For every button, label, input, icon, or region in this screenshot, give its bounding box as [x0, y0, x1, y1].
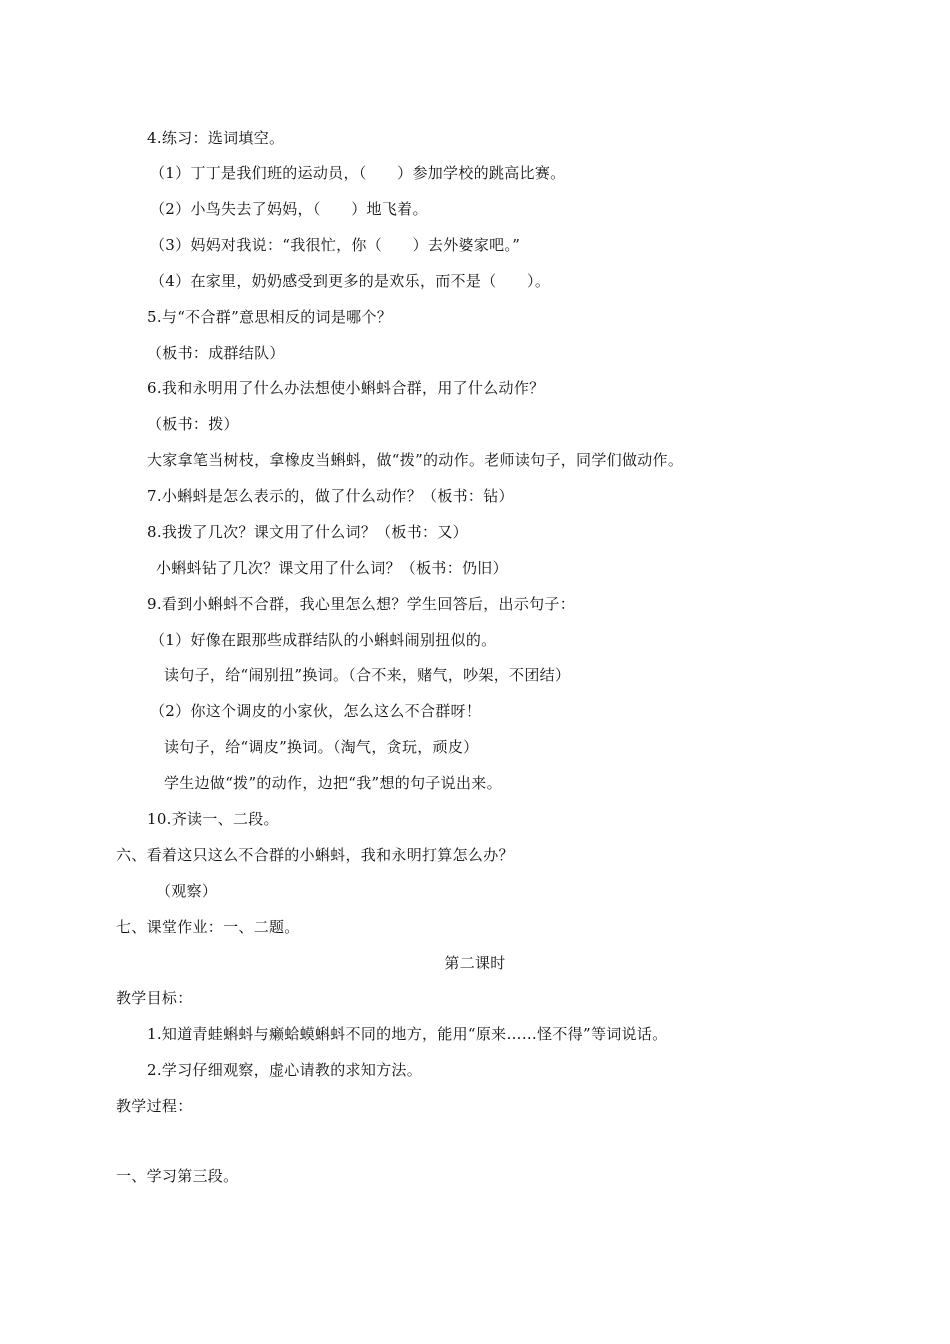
- lesson-2-title: 第二课时: [444, 954, 506, 972]
- question-6: 6.我和永明用了什么办法想使小蝌蚪合群，用了什么动作？: [147, 379, 545, 397]
- sentence-2: （2）你这个调皮的小家伙，怎么这么不合群呀！: [150, 702, 482, 720]
- exercise-4-item-1: （1）丁丁是我们班的运动员，（ ）参加学校的跳高比赛。: [150, 164, 566, 182]
- exercise-4-item-2: （2）小鸟失去了妈妈，（ ）地飞着。: [150, 200, 428, 218]
- question-7: 7.小蝌蚪是怎么表示的，做了什么动作？（板书：钻）: [147, 487, 514, 505]
- sentence-2-task: 读句子，给“调皮”换词。（淘气，贪玩，顽皮）: [164, 738, 479, 756]
- section-1-heading: 一、学习第三段。: [116, 1167, 239, 1185]
- question-9: 9.看到小蝌蚪不合群，我心里怎么想？学生回答后，出示句子：: [147, 595, 576, 613]
- activity-note: 大家拿笔当树枝，拿橡皮当蝌蚪，做“拨”的动作。老师读句子，同学们做动作。: [147, 451, 684, 469]
- question-8: 8.我拨了几次？课文用了什么词？（板书：又）: [147, 523, 468, 541]
- teaching-goals-heading: 教学目标：: [116, 989, 193, 1007]
- board-note-2: （板书：拨）: [147, 415, 239, 433]
- teaching-process-heading: 教学过程：: [116, 1097, 193, 1115]
- sentence-1-task: 读句子，给“闹别扭”换词。（合不来，赌气，吵架，不团结）: [164, 666, 571, 684]
- sentence-1: （1）好像在跟那些成群结队的小蝌蚪闹别扭似的。: [150, 631, 497, 649]
- goal-1: 1.知道青蛙蝌蚪与癞蛤蟆蝌蚪不同的地方，能用“原来……怪不得”等词说话。: [147, 1025, 668, 1043]
- goal-2: 2.学习仔细观察，虚心请教的求知方法。: [147, 1061, 423, 1079]
- exercise-4-heading: 4.练习：选词填空。: [147, 129, 285, 147]
- board-note-1: （板书：成群结队）: [147, 344, 285, 362]
- question-5: 5.与“不合群”意思相反的词是哪个？: [147, 308, 393, 326]
- section-6-heading: 六、看着这只这么不合群的小蝌蚪，我和永明打算怎么办？: [116, 846, 514, 864]
- exercise-4-item-4: （4）在家里，奶奶感受到更多的是欢乐，而不是（ ）。: [150, 272, 551, 290]
- observe-note: （观察）: [156, 882, 218, 900]
- section-7-heading: 七、课堂作业：一、二题。: [116, 918, 300, 936]
- exercise-4-item-3: （3）妈妈对我说：“我很忙，你（ ）去外婆家吧。”: [150, 236, 521, 254]
- activity-note-2: 学生边做“拨”的动作，边把“我”想的句子说出来。: [164, 774, 502, 792]
- item-10: 10.齐读一、二段。: [147, 810, 279, 828]
- question-8-followup: 小蝌蚪钻了几次？课文用了什么词？（板书：仍旧）: [156, 559, 508, 577]
